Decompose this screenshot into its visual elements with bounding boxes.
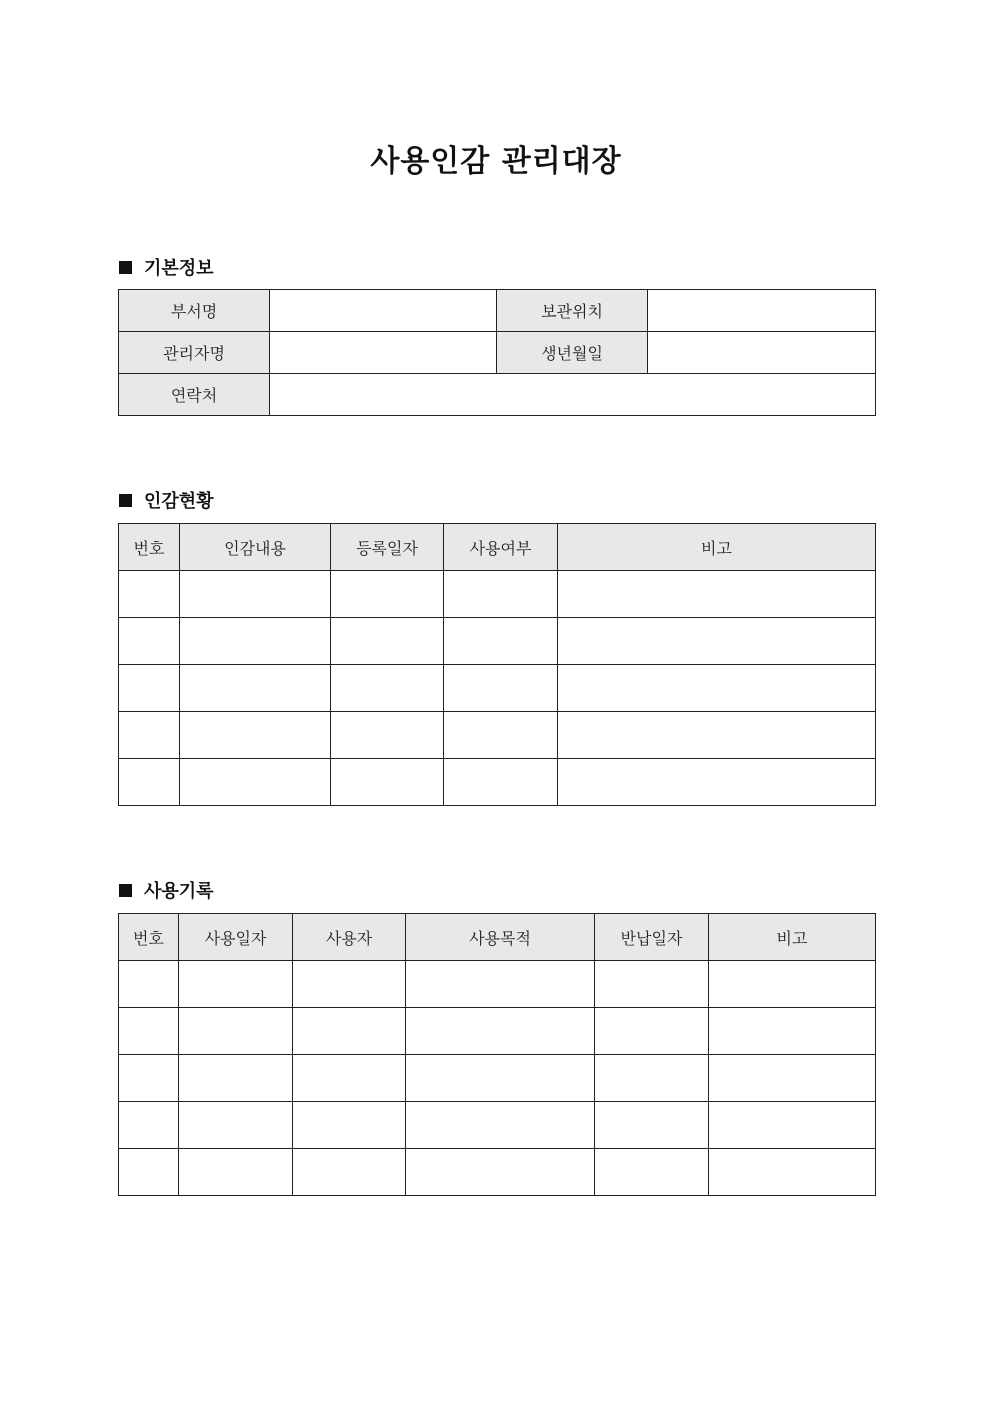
section-heading-usage-log — [119, 877, 214, 903]
table-cell[interactable] — [709, 1102, 876, 1149]
table-cell[interactable] — [444, 618, 558, 665]
table-cell[interactable] — [558, 618, 876, 665]
basic-info-table — [118, 289, 876, 416]
table-cell[interactable] — [179, 1102, 293, 1149]
column-header-return-date: 반납일자 — [595, 914, 709, 961]
table-cell[interactable] — [444, 571, 558, 618]
table-cell[interactable] — [331, 571, 444, 618]
table-row — [119, 759, 876, 806]
table-cell[interactable] — [331, 665, 444, 712]
table-cell[interactable] — [119, 759, 180, 806]
birth-date-label: 생년월일 — [497, 332, 648, 374]
table-cell[interactable] — [444, 712, 558, 759]
table-cell[interactable] — [179, 1008, 293, 1055]
table-row — [119, 1149, 876, 1196]
manager-label: 관리자명 — [119, 332, 270, 374]
table-row — [119, 571, 876, 618]
column-header-seal-content: 인감내용 — [180, 524, 331, 571]
table-cell[interactable] — [331, 759, 444, 806]
table-row — [119, 665, 876, 712]
column-header-usage-status: 사용여부 — [444, 524, 558, 571]
table-cell[interactable] — [293, 1055, 406, 1102]
table-cell[interactable] — [595, 961, 709, 1008]
table-cell[interactable] — [406, 1008, 595, 1055]
column-header-purpose: 사용목적 — [406, 914, 595, 961]
column-header-remarks: 비고 — [709, 914, 876, 961]
table-cell[interactable] — [119, 712, 180, 759]
table-header-row — [119, 524, 876, 571]
table-cell[interactable] — [180, 759, 331, 806]
table-cell[interactable] — [119, 1008, 179, 1055]
table-cell[interactable] — [119, 1102, 179, 1149]
table-cell[interactable] — [406, 961, 595, 1008]
table-cell[interactable] — [331, 712, 444, 759]
table-cell[interactable] — [119, 665, 180, 712]
department-label: 부서명 — [119, 290, 270, 332]
section-heading-label: 사용기록 — [144, 881, 214, 902]
table-cell[interactable] — [558, 712, 876, 759]
table-row — [119, 618, 876, 665]
table-cell[interactable] — [709, 1008, 876, 1055]
table-cell[interactable] — [558, 759, 876, 806]
table-cell[interactable] — [406, 1055, 595, 1102]
contact-label: 연락처 — [119, 374, 270, 416]
table-cell[interactable] — [119, 618, 180, 665]
section-heading-seal-status — [119, 487, 214, 513]
table-cell[interactable] — [558, 571, 876, 618]
table-cell[interactable] — [180, 618, 331, 665]
column-header-usage-date: 사용일자 — [179, 914, 293, 961]
column-header-registration-date: 등록일자 — [331, 524, 444, 571]
table-cell[interactable] — [119, 571, 180, 618]
table-cell[interactable] — [180, 665, 331, 712]
table-cell[interactable] — [331, 618, 444, 665]
table-cell[interactable] — [293, 1102, 406, 1149]
black-square-icon — [119, 884, 132, 897]
table-cell[interactable] — [179, 1149, 293, 1196]
table-cell[interactable] — [180, 571, 331, 618]
black-square-icon — [119, 494, 132, 507]
table-cell[interactable] — [293, 961, 406, 1008]
page-title: 사용인감 관리대장 — [370, 144, 622, 179]
table-row — [119, 712, 876, 759]
table-row — [119, 1055, 876, 1102]
manager-field[interactable] — [270, 332, 497, 374]
table-row — [119, 1008, 876, 1055]
usage-log-table — [118, 913, 876, 1196]
column-header-number: 번호 — [119, 914, 179, 961]
table-row — [119, 332, 876, 374]
section-heading-label: 기본정보 — [144, 258, 214, 279]
table-row — [119, 1102, 876, 1149]
table-cell[interactable] — [444, 665, 558, 712]
storage-location-label: 보관위치 — [497, 290, 648, 332]
section-heading-label: 인감현황 — [144, 491, 214, 512]
table-header-row — [119, 914, 876, 961]
table-cell[interactable] — [406, 1149, 595, 1196]
table-row — [119, 374, 876, 416]
table-cell[interactable] — [444, 759, 558, 806]
table-cell[interactable] — [595, 1055, 709, 1102]
table-cell[interactable] — [595, 1102, 709, 1149]
table-cell[interactable] — [119, 961, 179, 1008]
table-cell[interactable] — [180, 712, 331, 759]
department-field[interactable] — [270, 290, 497, 332]
column-header-remarks: 비고 — [558, 524, 876, 571]
table-cell[interactable] — [119, 1055, 179, 1102]
table-cell[interactable] — [179, 961, 293, 1008]
contact-field[interactable] — [270, 374, 876, 416]
table-row — [119, 961, 876, 1008]
column-header-user: 사용자 — [293, 914, 406, 961]
storage-location-field[interactable] — [648, 290, 876, 332]
section-heading-basic-info — [119, 254, 214, 280]
table-row — [119, 290, 876, 332]
table-cell[interactable] — [709, 1149, 876, 1196]
black-square-icon — [119, 261, 132, 274]
table-cell[interactable] — [406, 1102, 595, 1149]
table-cell[interactable] — [709, 961, 876, 1008]
table-cell[interactable] — [558, 665, 876, 712]
table-cell[interactable] — [595, 1008, 709, 1055]
table-cell[interactable] — [293, 1149, 406, 1196]
table-cell[interactable] — [119, 1149, 179, 1196]
table-cell[interactable] — [595, 1149, 709, 1196]
birth-date-field[interactable] — [648, 332, 876, 374]
column-header-number: 번호 — [119, 524, 180, 571]
table-cell[interactable] — [293, 1008, 406, 1055]
seal-status-table — [118, 523, 876, 806]
table-cell[interactable] — [179, 1055, 293, 1102]
table-cell[interactable] — [709, 1055, 876, 1102]
